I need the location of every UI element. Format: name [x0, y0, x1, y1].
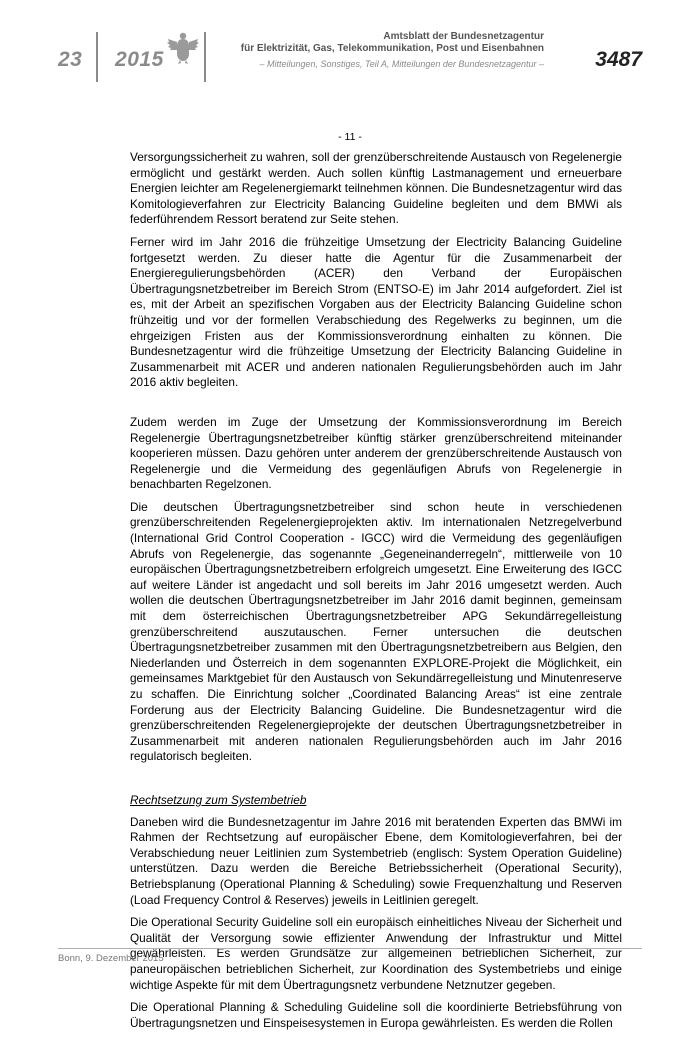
- footer-divider: [58, 948, 642, 949]
- paragraph: Die Operational Security Guideline soll ein europäisch einheitliches Niveau der Sicherheit und Qualität der Versorgung sowie effizienter Anwendung der Infrastruktur und Mittel gewährleisten. Es werden Grundsätze zur allgemeinen betrieblichen Sicherheit, zur paneuropäischen betrieblichen Sicherheit, zur Koordination des Systembetriebs und einige wichtige Aspekte für mit dem Übertragungsnetz verbundene Netznutzer gegeben.: [130, 915, 622, 992]
- federal-eagle-icon: [166, 30, 200, 64]
- issue-number: 23: [58, 48, 83, 71]
- issue-year: 2015: [115, 48, 164, 71]
- gazette-page-number: 3487: [595, 48, 642, 71]
- section-heading: Rechtsetzung zum Systembetrieb: [130, 792, 307, 807]
- gazette-subtitle: – Mitteilungen, Sonstiges, Teil A, Mitteilungen der Bundesnetzagentur –: [259, 59, 544, 69]
- gazette-title: [214, 31, 544, 55]
- inner-page-number: - 11 -: [338, 131, 362, 143]
- paragraph: Zudem werden im Zuge der Umsetzung der Kommissionsverordnung im Bereich Regelenergie Übertragungsnetzbetreiber künftig stärker grenzüberschreitend miteinander kooperieren müssen. Dazu gehören unter anderem der grenzüberschreitende Austausch von Regelenergie und die Vermeidung des gegenläufigen Abrufs von Regelenergie in benachbarten Regelzonen.: [130, 414, 622, 492]
- issue-divider: [96, 32, 98, 82]
- paragraph: Die deutschen Übertragungsnetzbetreiber sind schon heute in verschiedenen grenzüberschreitenden Regelenergieprojekten aktiv. Im internationalen Netzregelverbund (International Grid Control Cooperation - IGCC) wird die Vermeidung des gegenläufigen Abrufs von Regelenergie, das sogenannte „Gegeneinanderregeln“, mittlerweile von 10 europäischen Übertragungsnetzbetreibern erfolgreich umgesetzt. Eine Erweiterung des IGCC auf weitere Länder ist angedacht und soll bereits im Jahr 2016 umgesetzt werden. Auch wollen die deutschen Übertragungsnetzbetreiber im Jahr 2016 damit beginnen, gemeinsam mit dem österreichischen Übertragungsnetzbetreiber APG Sekundärregelleistung grenzüberschreitend auszutauschen. Ferner untersuchen die deutschen Übertragungsnetzbetreiber zusammen mit den Übertragungsnetzbetreibern aus Belgien, den Niederlanden und Österreich in dem sogenannten EXPLORE-Projekt die Möglichkeit, ein gemeinsames Marktgebiet für den Austausch von Sekundärregelleistung und Minutenreserve zu schaffen. Die Einrichtung solcher „Coordinated Balancing Areas“ ist eine zentrale Forderung aus der Electricity Balancing Guideline. Die Bundesnetzagentur wird die grenzüberschreitenden Regelenergieprojekte der deutschen Übertragungsnetzbetreiber in Zusammenarbeit mit anderen nationalen Regulierungsbehörden auch im Jahr 2016 regulatorisch begleiten.: [130, 499, 622, 764]
- gazette-title-line1: Amtsblatt der Bundesnetzagentur: [383, 31, 544, 42]
- issue-label: [58, 48, 164, 72]
- emblem-divider: [204, 32, 206, 82]
- paragraph: Daneben wird die Bundesnetzagentur im Jahre 2016 mit beratenden Experten das BMWi im Rahmen der Rechtsetzung auf europäischer Ebene, dem Komitologieverfahren, bei der Verabschiedung neuer Leitlinien zum Systembetrieb (englisch: System Operation Guideline) unterstützen. Dazu werden die Bereiche Betriebssicherheit (Operational Security), Betriebsplanung (Operational Planning & Scheduling) sowie Frequenzhaltung und Reserven (Load Frequency Control & Reserves) jeweils in Leitlinien geregelt.: [130, 814, 622, 907]
- paragraph: Die Operational Planning & Scheduling Guideline soll die koordinierte Betriebsführung von Übertragungsnetzen und Einspeisesystemen in Europa gewährleisten. Es werden die Rollen: [130, 1000, 622, 1030]
- body-text: [130, 150, 622, 1038]
- paragraph: Versorgungssicherheit zu wahren, soll der grenzüberschreitende Austausch von Regelenergie ermöglicht und gestärkt werden. Auch sollen künftig Lastmanagement und erneuerbare Energien leichter am Regelenergiemarkt teilnehmen können. Die Bundesnetzagentur wird das Komitologieverfahren zur Electricity Balancing Guideline begleiten und dem BMWi als federführendem Ressort beratend zur Seite stehen.: [130, 150, 622, 227]
- footer-place-date: Bonn, 9. Dezember 2015: [58, 953, 164, 964]
- paragraph: Ferner wird im Jahr 2016 die frühzeitige Umsetzung der Electricity Balancing Guideline fortgesetzt werden. Zu dieser hatte die Agentur für die Zusammenarbeit der Energieregulierungsbehörden (ACER) den Verband der Europäischen Übertragungsnetzbetreiber im Bereich Strom (ENTSO-E) im Jahr 2014 aufgefordert. Ziel ist es, mit der Arbeit an spezifischen Vorgaben aus der Electricity Balancing Guideline schon frühzeitig und vor der formellen Verabschiedung des Regelwerks zu beginnen, um die ehrgeizigen Fristen aus der Kommissionsverordnung einhalten zu können. Die Bundesnetzagentur wird die frühzeitige Umsetzung der Electricity Balancing Guideline in Zusammenarbeit mit ACER und anderen nationalen Regulierungsbehörden auch im Jahr 2016 aktiv begleiten.: [130, 234, 622, 390]
- gazette-title-line2: für Elektrizität, Gas, Telekommunikation, Post und Eisenbahnen: [240, 43, 544, 54]
